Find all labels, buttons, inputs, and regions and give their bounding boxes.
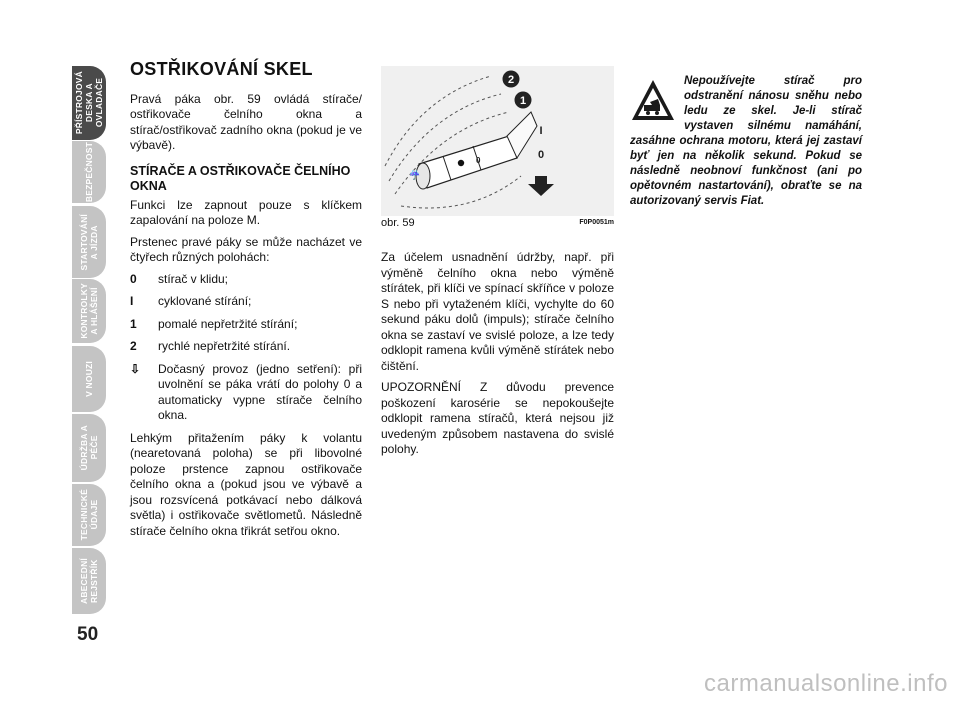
tab-label: PŘÍSTROJOVÁ DESKA A OVLADAČE	[74, 71, 104, 135]
warning-box	[630, 74, 862, 209]
figure-wiper-stalk	[381, 66, 614, 216]
tab-abecedni-rejstrik[interactable]	[72, 548, 106, 614]
list-item	[130, 294, 362, 310]
list-item	[130, 317, 362, 333]
figure-caption	[381, 217, 614, 229]
down-arrow-icon	[528, 176, 554, 196]
paragraph-washers: Lehkým přitažením páky k volantu (nearetovaná poloha) se při libovolné poloze prstence zapnou ostřikovače čelního okna a (pokud jsou ve výbavě a jsou rozsvícená potkávací nebo dálková světla) i ostřikovače světlometů. Následně stírače čelního okna třikrát setřou okno.	[130, 430, 362, 538]
label-intermittent: I	[539, 125, 543, 137]
list-item	[130, 272, 362, 288]
tab-label: STARTOVÁNÍ A JÍZDA	[79, 213, 99, 271]
tab-label: BEZPEČNOST	[84, 141, 94, 203]
positions-list	[130, 272, 362, 424]
page-title: OSTŘIKOVÁNÍ SKEL	[130, 59, 313, 79]
list-key: I	[130, 294, 134, 308]
list-key: 2	[130, 339, 137, 353]
list-item	[130, 362, 362, 424]
tab-startovani[interactable]	[72, 206, 106, 278]
list-text: Dočasný provoz (jedno setření): při uvolnění se páka vrátí do polohy 0 a automaticky vypne stírače čelního okna.	[158, 361, 362, 422]
tab-label: ABECEDNÍ REJSTŘÍK	[79, 558, 99, 604]
paragraph-maintenance: Za účelem usnadnění údržby, např. při výměně čelního okna nebo výměně stírátek, při klíči ve spínací skříňce v poloze S nebo při vytaženém klíči, vychylte do 60 sekund páku dolů (impuls); stírače čelního okna se zastaví ve svislé poloze, a lze tedy odklopit ramena kvůli výměně stírátek nebo čištění.	[381, 250, 614, 373]
list-text: cyklované stírání;	[158, 294, 252, 308]
list-key: 1	[130, 316, 137, 331]
stalk-zero-mark: 0	[476, 156, 481, 165]
tab-technicke-udaje[interactable]	[72, 484, 106, 546]
tab-bezpecnost[interactable]	[72, 141, 106, 203]
warning-text: Nepoužívejte stírač pro odstranění nánosu sněhu nebo ledu ze skel. Je-li stírač vystaven silnému namáhání, zasáhne ochrana motoru, která jej zastaví byť jen na několik sekund. Pokud se následně neobnoví funkčnost (ani po opětovném nastartování), obraťte se na autorizovaný servis Fiat.	[630, 75, 862, 207]
tab-label: ÚDRŽBA A PÉČE	[79, 425, 99, 471]
list-text: pomalé nepřetržité stírání;	[158, 316, 298, 331]
wiper-stalk-illustration	[381, 66, 614, 216]
figure-caption-text: obr. 59	[381, 217, 415, 229]
list-item	[130, 339, 362, 355]
paragraph-caution: UPOZORNĚNÍ Z důvodu prevence poškození karosérie se nepokoušejte odklopit ramena stíračů, která nejsou již uvedeným způsobem nastavena do svislé polohy.	[381, 380, 614, 456]
wiper-symbol-icon: ☔	[409, 170, 421, 180]
figure-code: F0P0051m	[579, 219, 614, 226]
section-heading: STÍRAČE A OSTŘIKOVAČE ČELNÍHO OKNA	[130, 163, 351, 193]
label-off: 0	[537, 149, 545, 161]
stalk-dot-icon	[458, 160, 464, 166]
intro-paragraph: Pravá páka obr. 59 ovládá stírače/ ostřikovače čelního okna a stírač/ostřikovač zadního okna (pokud je ve výbavě).	[130, 91, 362, 152]
middle-column	[381, 250, 614, 464]
tab-label: V NOUZI	[84, 361, 94, 397]
tab-pristrojova-deska[interactable]	[72, 66, 106, 140]
watermark: carmanualsonline.info	[704, 670, 948, 697]
tab-udrzba[interactable]	[72, 414, 106, 482]
list-text: rychlé nepřetržité stírání.	[158, 339, 291, 353]
callout-2-label: 2	[507, 74, 515, 86]
tab-kontrolky[interactable]	[72, 279, 106, 343]
paragraph-ignition: Funkci lze zapnout pouze s klíčkem zapalování na poloze M.	[130, 197, 362, 227]
callout-1-label: 1	[519, 95, 527, 107]
main-column	[130, 59, 362, 545]
tab-label: TECHNICKÉ ÚDAJE	[79, 489, 99, 541]
list-key: ⇩	[130, 361, 141, 376]
tab-v-nouzi[interactable]	[72, 346, 106, 412]
paragraph-ring: Prstenec pravé páky se může nacházet ve čtyřech různých polohách:	[130, 234, 362, 264]
warning-triangle-icon	[630, 78, 676, 122]
tab-label: KONTROLKY A HLÁŠENÍ	[79, 283, 99, 339]
list-text: stírač v klidu;	[158, 271, 229, 286]
page-number: 50	[77, 624, 99, 645]
list-key: 0	[130, 271, 137, 286]
stalk-body	[419, 136, 517, 188]
